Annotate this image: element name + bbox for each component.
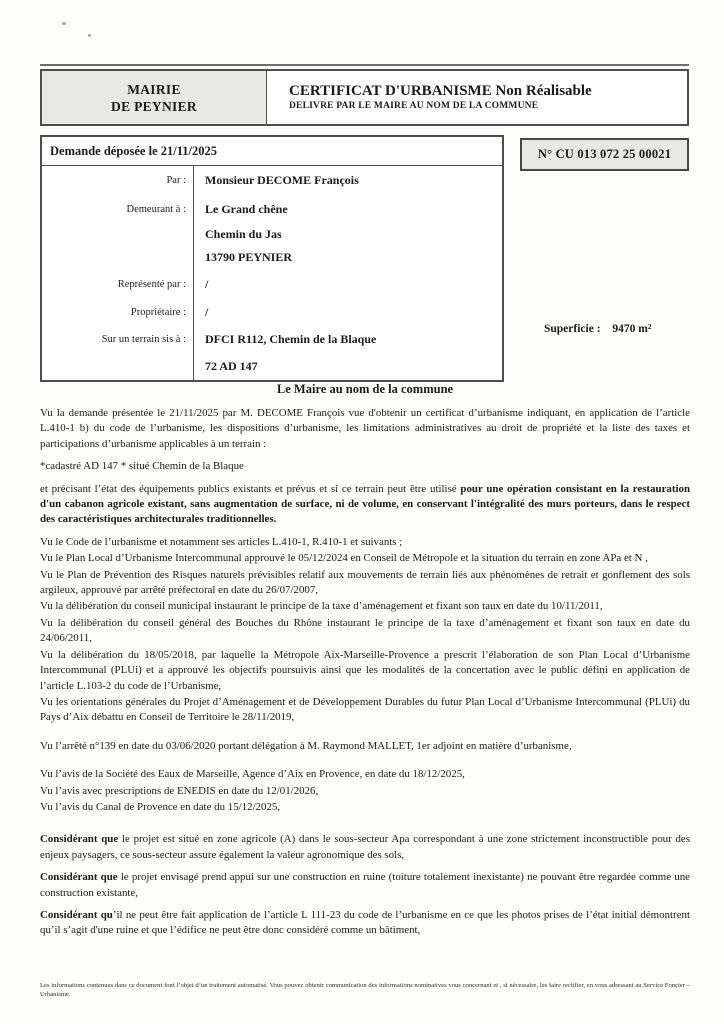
field-row-address-street — [42, 224, 502, 245]
field-value: Monsieur DECOME François — [205, 173, 359, 187]
field-value: Le Grand chêne — [205, 202, 288, 216]
field-label: Sur un terrain sis à : — [42, 326, 194, 353]
field-row-demeurant — [42, 195, 502, 224]
field-row-represente — [42, 270, 502, 299]
body-title: Le Maire au nom de la commune — [276, 382, 454, 396]
field-row-proprietaire — [42, 299, 502, 326]
request-section — [40, 135, 689, 382]
document-body — [40, 382, 690, 939]
body-paragraph: Vu le Plan de Prévention des Risques naturels prévisibles relatif aux mouvements de terrain liés aux phénomènes de retrait et gonflement des sols argileux, approuvé par arrêté préfectoral en date du 26/07/2007, — [40, 568, 690, 597]
body-paragraph: Vu la délibération du conseil municipal instaurant le principe de la taxe d’aménagement et fixant son taux en date du 10/11/2011, — [40, 600, 603, 613]
field-value: 72 AD 147 — [205, 359, 258, 373]
field-label — [42, 245, 194, 270]
field-value: DFCI R112, Chemin de la Blaque — [205, 332, 377, 346]
certificate-title: CERTIFICAT D'URBANISME Non Réalisable — [289, 83, 592, 99]
scan-speck — [62, 22, 66, 25]
mairie-name-line1: MAIRIE — [127, 81, 181, 97]
field-row-address-city — [42, 245, 502, 270]
body-paragraph: Considérant que le projet envisagé prend appui sur une construction en ruine (toiture totalement inexistante) ne pouvant être regardée comme une construction existante, — [40, 871, 691, 899]
body-paragraph: Vu la délibération du conseil général des Bouches du Rhône instaurant le principe de la taxe d’aménagement et fixant son taux en date du 24/06/2011, — [40, 616, 690, 645]
body-paragraph: Vu l’avis du Canal de Provence en date du 15/12/2025, — [40, 800, 281, 813]
field-label — [42, 224, 194, 245]
field-label — [42, 353, 194, 380]
body-paragraph: Vu le Code de l’urbanisme et notamment ses articles L.410-1, R.410-1 et suivants ; — [40, 535, 403, 548]
superficie-line — [520, 323, 689, 335]
request-right-column — [520, 135, 689, 382]
field-value: 13790 PEYNIER — [205, 250, 293, 264]
horizontal-rule — [40, 64, 689, 66]
field-value: / — [205, 305, 209, 319]
scan-speck — [88, 34, 91, 37]
field-label: Par : — [42, 166, 194, 195]
body-paragraph: Vu les orientations générales du Projet d’Aménagement et de Développement Durables du futur Plan Local d’Urbanisme Intercommunal (PLUi) du Pays d’Aix débattu en Conseil de Territoire le 28/11/2019, — [40, 695, 690, 724]
body-paragraph: Vu le Plan Local d’Urbanisme Intercommunal approuvé le 05/12/2024 en Conseil de Métropole et la situation du terrain en zone APa et N , — [40, 552, 648, 565]
certificate-subtitle: DELIVRE PAR LE MAIRE AU NOM DE LA COMMUNE — [289, 101, 539, 111]
request-details-box — [40, 135, 504, 382]
body-paragraph: Vu l’arrêté n°139 en date du 03/06/2020 portant délégation à M. Raymond MALLET, 1er adjoint en matière d’urbanisme, — [40, 739, 572, 752]
field-row-terrain — [42, 326, 502, 353]
field-label: Représenté par : — [42, 270, 194, 299]
field-value: / — [205, 277, 209, 291]
body-paragraph: Considérant que le projet est situé en zone agricole (A) dans le sous-secteur Apa correspondant à une zone strictement inconstructible pour des enjeux paysagers, ce sous-secteur assure également la valeur agronomique des sols, — [40, 833, 691, 861]
body-paragraph: Considérant qu’il ne peut être fait application de l’article L 111-23 du code de l’urbanisme en ce que les photos prises de l’état initial démontrent qu’il s’agit d'une ruine et que l’édifice ne peut être donc considéré comme un bâtiment, — [40, 908, 690, 937]
body-paragraph: Vu l’avis avec prescriptions de ENEDIS en date du 12/01/2026, — [40, 784, 319, 797]
body-paragraph: *cadastré AD 147 * situé Chemin de la Blaque — [40, 460, 244, 473]
body-paragraph: Vu l’avis de la Société des Eaux de Marseille, Agence d’Aix en Provence, en date du 18/12/2025, — [40, 768, 465, 781]
field-row-parcelle — [42, 353, 502, 380]
document-header — [40, 69, 689, 126]
superficie-label: Superficie : — [544, 323, 601, 335]
certificate-number-box: N° CU 013 072 25 00021 — [520, 138, 689, 171]
deposit-date-label: Demande déposée le 21/11/2025 — [42, 137, 502, 166]
privacy-notice: Les informations contenues dans ce document font l’objet d’un traitement automatisé. Vous pouvez obtenir communication des informations nominatives vous concernant et , si nécessaire, les faire rectifier, en vous adressant au Service Foncier – Urbanisme. — [40, 982, 690, 998]
body-paragraph: et précisant l’état des équipements publics existants et prévus et si ce terrain peut être utilisé pour une opération consistant en la restauration d'un cabanon agricole existant, sans augmentation de surface, ni de volume, en conservant l'intégralité des murs porteurs, dans le respect des caractéristiques architecturales traditionnelles. — [40, 482, 690, 526]
field-value: Chemin du Jas — [205, 227, 282, 241]
field-label: Propriétaire : — [42, 299, 194, 326]
field-row-par — [42, 166, 502, 195]
body-paragraph: Vu la demande présentée le 21/11/2025 par M. DECOME François vue d'obtenir un certificat d’urbanisme indiquant, en application de l’article L.410-1 b) du code de l’urbanisme, les dispositions d’urbanisme, les limitations administratives au droit de propriété et la liste des taxes et participations d’urbanisme applicables à un terrain : — [40, 407, 690, 450]
mairie-cell — [42, 71, 267, 124]
superficie-value: 9470 m² — [612, 323, 652, 335]
body-paragraph: Vu la délibération du 18/05/2018, par laquelle la Métropole Aix-Marseille-Provence a prescrit l’élaboration de son Plan Local d’Urbanisme Intercommunal (PLUi) et a approuvé les objectifs poursuivis ainsi que les modalités de la concertation avec le public défini en application de l’article L.103-2 du code de l’Urbanisme, — [40, 648, 690, 692]
certificate-title-cell — [267, 71, 687, 124]
mairie-name-line2: DE PEYNIER — [111, 98, 197, 114]
field-label: Demeurant à : — [42, 195, 194, 224]
